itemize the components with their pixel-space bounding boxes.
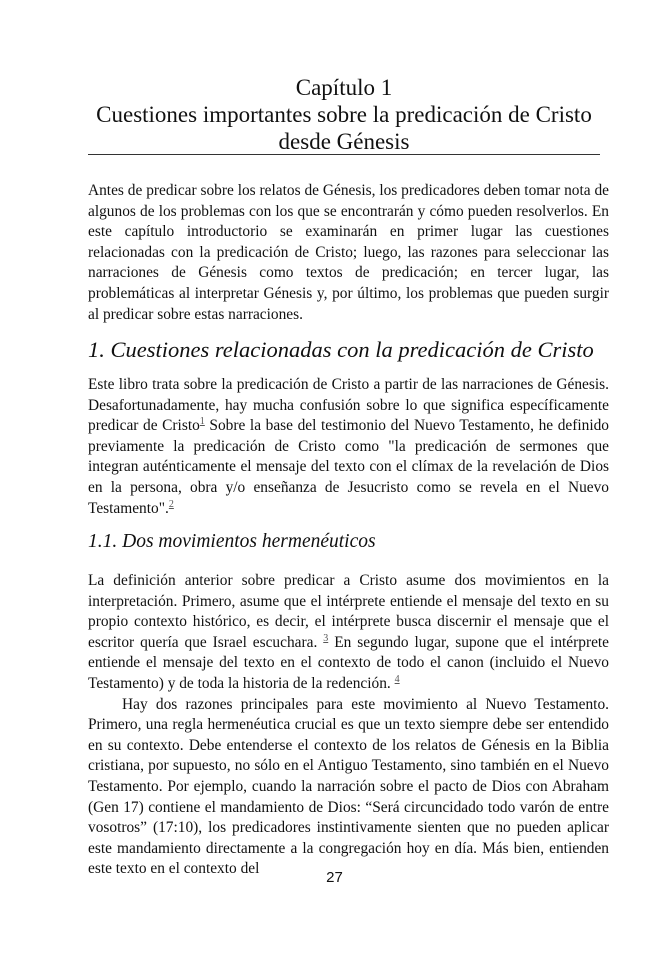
- section1-1-text-2: Hay dos razones principales para este movimiento al Nuevo Testamento. Primero, una regla hermenéutica crucial es que un texto siempre debe ser entendido en su contexto. Debe entenderse el contexto de los relatos de Génesis en la Biblia cristiana, por supuesto, no sólo en el Antiguo Testamento, sino también en el Nuevo Testamento. Por ejemplo, cuando la narración sobre el pacto de Dios con Abraham (Gen 17) contiene el mandamiento de Dios: “Será circuncidado todo varón de entre vosotros” (17:10), los predicadores instintivamente sienten que no pueden aplicar este mandamiento directamente a la congregación hoy en día. Más bien, entienden este texto en el contexto del: [88, 695, 609, 878]
- footnote-ref-1[interactable]: 1: [199, 416, 205, 428]
- section-heading-1-1: 1.1. Dos movimientos hermenéuticos: [88, 531, 376, 552]
- section1-1-text-1b: En segundo lugar, supone que el intérprete entiende el mensaje del texto en el contexto de todo el canon (incluido el Nuevo Testamento) y de toda la historia de la redención.: [88, 633, 610, 692]
- section-heading-1: 1. Cuestiones relacionadas con la predicación de Cristo: [88, 337, 594, 362]
- chapter-header: [88, 74, 600, 155]
- section1-1-text-1: [88, 571, 609, 695]
- section1-1-paragraphs: [88, 571, 609, 880]
- section1-text-b: Sobre la base del testimonio del Nuevo Testamento, he definido previamente la predicación de Cristo como "la predicación de sermones que integran auténticamente el mensaje del texto con el clímax de la revelación de Dios en la persona, obra y/o enseñanza de Jesucristo como se revela en el Nuevo Testamento".: [88, 417, 609, 517]
- footnote-ref-2[interactable]: 2: [168, 498, 174, 510]
- footnote-ref-3[interactable]: 3: [323, 632, 329, 644]
- chapter-label: Capítulo 1: [295, 75, 393, 100]
- section1-paragraph: [88, 375, 609, 519]
- section1-1-text-1a: La definición anterior sobre predicar a Cristo asume dos movimientos en la interpretación. Primero, asume que el intérprete entiende el mensaje del texto en su propio contexto histórico, es decir, el intérprete busca discernir el mensaje que el escritor quería que Israel escuchara.: [88, 572, 609, 651]
- page-number: 27: [326, 869, 343, 886]
- chapter-title-line2: desde Génesis: [278, 129, 410, 154]
- section1-text: [88, 375, 609, 519]
- chapter-title-line1: Cuestiones importantes sobre la predicación de Cristo: [96, 102, 592, 127]
- footnote-ref-4[interactable]: 4: [394, 673, 400, 685]
- header-rule: [88, 154, 600, 155]
- section1-text-a: Este libro trata sobre la predicación de Cristo a partir de las narraciones de Génesis. Desafortunadamente, hay mucha confusión sobre lo que significa específicamente predicar de Cristo: [88, 376, 609, 435]
- intro-paragraph: [88, 181, 609, 325]
- intro-text: Antes de predicar sobre los relatos de Génesis, los predicadores deben tomar nota de algunos de los problemas con los que se encontrarán y cómo pueden resolverlos. En este capítulo introductorio se examinarán en primer lugar las cuestiones relacionadas con la predicación de Cristo; luego, las razones para seleccionar las narraciones de Génesis como textos de predicación; en tercer lugar, las problemáticas al interpretar Génesis y, por último, los problemas que pueden surgir al predicar sobre estas narraciones.: [88, 182, 609, 323]
